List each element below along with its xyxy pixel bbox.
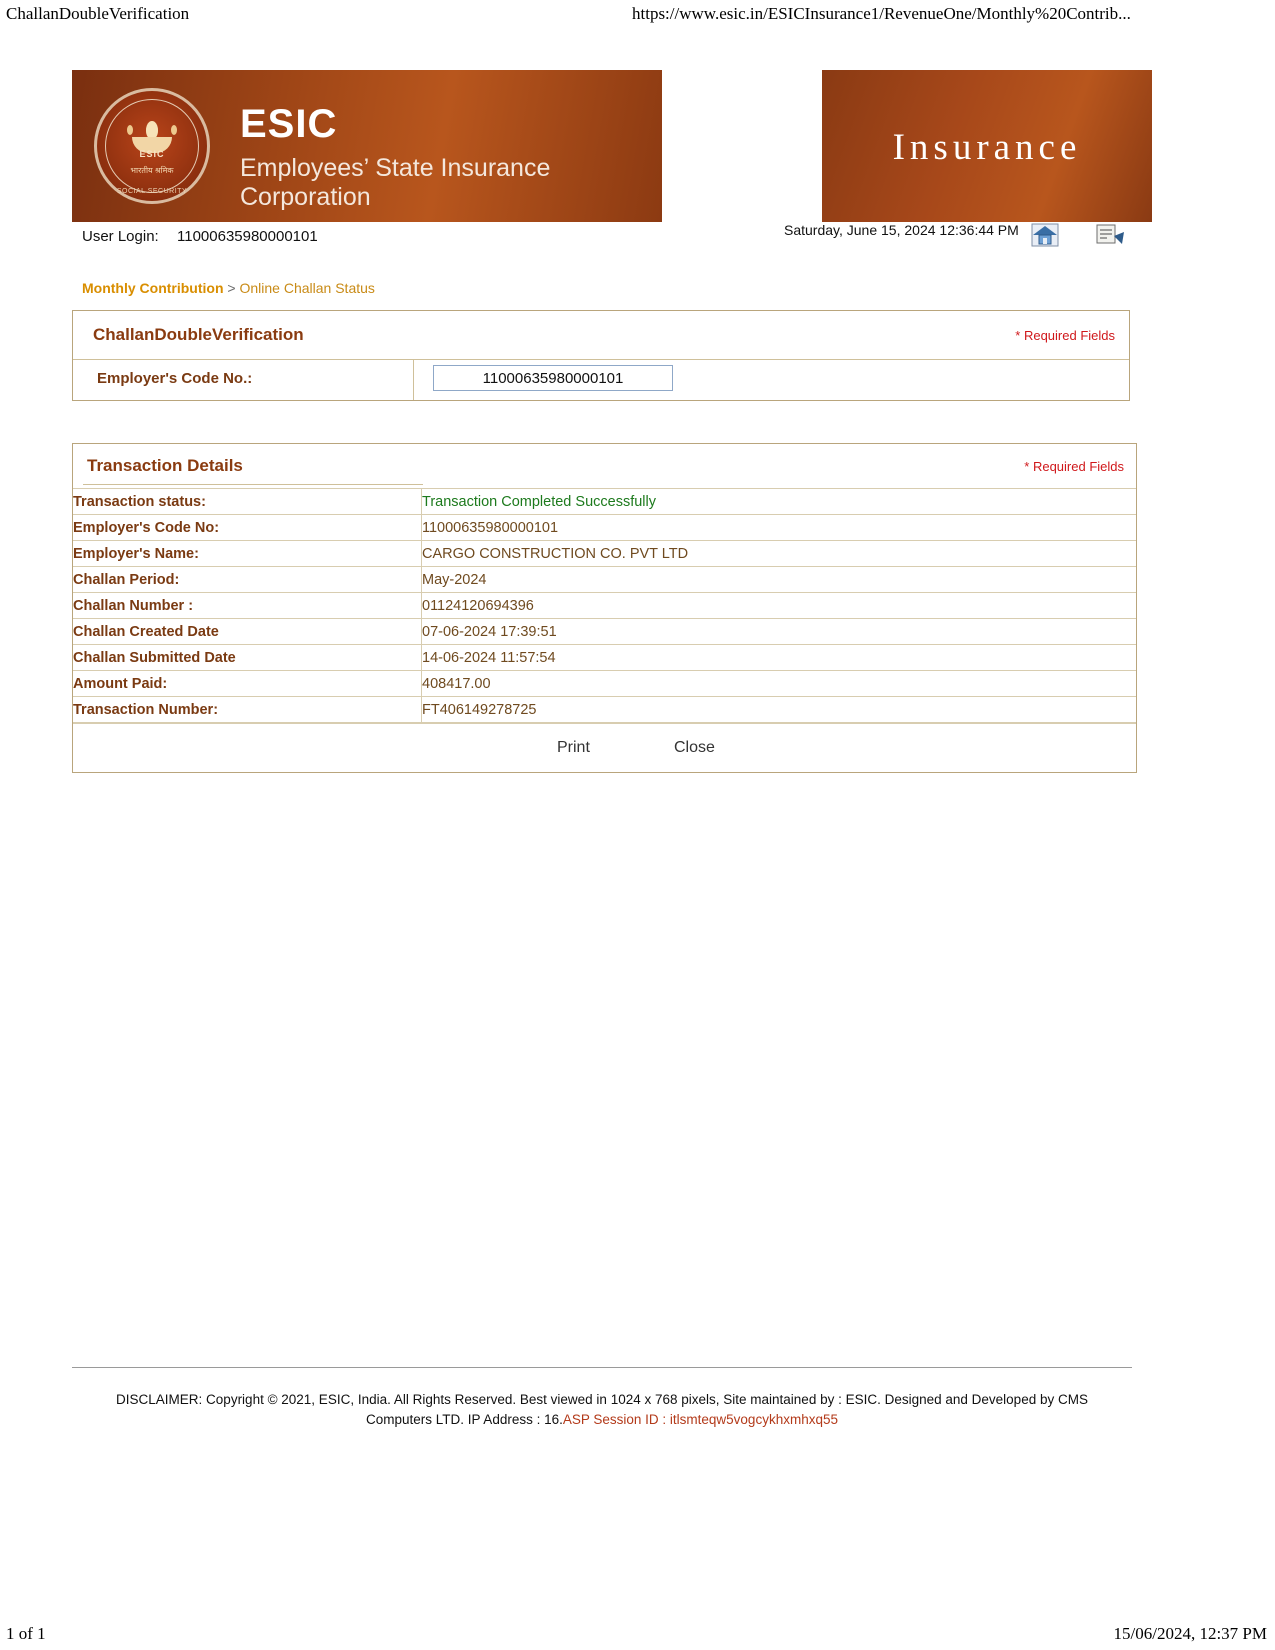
table-row bbox=[73, 697, 1136, 723]
table-row bbox=[73, 645, 1136, 671]
insurance-banner bbox=[822, 70, 1152, 222]
breadcrumb-root[interactable]: Monthly Contribution bbox=[82, 280, 224, 296]
row-label: Amount Paid: bbox=[73, 671, 422, 697]
insurance-banner-text: Insurance bbox=[892, 127, 1082, 168]
print-timestamp: 15/06/2024, 12:37 PM bbox=[1113, 1624, 1267, 1643]
asp-session-id: ASP Session ID : itlsmteqw5vogcykhxmhxq55 bbox=[562, 1412, 838, 1427]
table-row bbox=[73, 619, 1136, 645]
esic-banner bbox=[72, 70, 662, 222]
row-value: 14-06-2024 11:57:54 bbox=[422, 645, 1137, 671]
esic-logo-icon bbox=[94, 88, 210, 204]
home-icon[interactable] bbox=[1030, 222, 1060, 248]
row-value: Transaction Completed Successfully bbox=[422, 489, 1137, 515]
print-button[interactable]: Print bbox=[551, 738, 596, 758]
table-row bbox=[73, 541, 1136, 567]
esic-subtitle: Employees’ State Insurance Corporation bbox=[240, 154, 551, 211]
page-content bbox=[0, 56, 1275, 773]
disclaimer bbox=[72, 1390, 1132, 1430]
esic-logo-arc: SOCIAL SECURITY bbox=[116, 188, 188, 195]
esic-logo-tag: ESIC bbox=[139, 149, 165, 159]
panel-header bbox=[73, 311, 1129, 360]
transaction-details-title: Transaction Details bbox=[87, 456, 243, 475]
disclaimer-divider bbox=[72, 1367, 1132, 1368]
breadcrumb bbox=[82, 280, 1275, 296]
user-login-value: 11000635980000101 bbox=[177, 228, 318, 245]
table-row bbox=[73, 593, 1136, 619]
page-number: 1 of 1 bbox=[6, 1624, 46, 1643]
user-login-label: User Login: bbox=[82, 228, 159, 245]
challan-double-verification-panel bbox=[72, 310, 1130, 401]
row-value: FT406149278725 bbox=[422, 697, 1137, 723]
banner-row bbox=[72, 56, 1202, 216]
breadcrumb-separator: > bbox=[227, 280, 236, 296]
close-button[interactable]: Close bbox=[668, 738, 721, 758]
logout-icon[interactable] bbox=[1095, 222, 1125, 248]
row-value: 408417.00 bbox=[422, 671, 1137, 697]
row-value: 11000635980000101 bbox=[422, 515, 1137, 541]
breadcrumb-current: Online Challan Status bbox=[239, 280, 375, 296]
transaction-details-table bbox=[73, 488, 1136, 723]
row-divider bbox=[413, 360, 414, 400]
required-fields-note: * Required Fields bbox=[1024, 459, 1124, 474]
employer-code-input[interactable] bbox=[433, 365, 673, 391]
row-value: CARGO CONSTRUCTION CO. PVT LTD bbox=[422, 541, 1137, 567]
row-value: 01124120694396 bbox=[422, 593, 1137, 619]
employer-code-label: Employer's Code No.: bbox=[97, 370, 253, 387]
row-label: Challan Number : bbox=[73, 593, 422, 619]
user-bar bbox=[72, 216, 1202, 264]
disclaimer-line1: DISCLAIMER: Copyright © 2021, ESIC, India. All Rights Reserved. Best viewed in 1024 x 768 pixels, Site maintained by : ESIC. Designed and Developed by CMS bbox=[116, 1392, 1088, 1407]
employer-code-row bbox=[73, 360, 1129, 400]
row-label: Challan Created Date bbox=[73, 619, 422, 645]
required-fields-note: * Required Fields bbox=[1015, 328, 1115, 343]
panel-title: ChallanDoubleVerification bbox=[93, 325, 304, 344]
table-row bbox=[73, 515, 1136, 541]
row-label: Challan Submitted Date bbox=[73, 645, 422, 671]
print-header-url: https://www.esic.in/ESICInsurance1/RevenueOne/Monthly%20Contrib... bbox=[632, 4, 1131, 23]
row-label: Employer's Code No: bbox=[73, 515, 422, 541]
row-label: Transaction status: bbox=[73, 489, 422, 515]
esic-logo-hindi: भारतीय श्रमिक bbox=[130, 166, 174, 175]
table-row bbox=[73, 671, 1136, 697]
title-underline bbox=[83, 484, 423, 485]
row-value: May-2024 bbox=[422, 567, 1137, 593]
transaction-details-panel bbox=[72, 443, 1137, 773]
esic-title: ESIC bbox=[240, 102, 338, 146]
row-label: Challan Period: bbox=[73, 567, 422, 593]
table-row bbox=[73, 567, 1136, 593]
current-datetime: Saturday, June 15, 2024 12:36:44 PM bbox=[784, 222, 1019, 238]
transaction-details-header bbox=[73, 444, 1136, 488]
transaction-actions bbox=[73, 723, 1136, 772]
row-label: Employer's Name: bbox=[73, 541, 422, 567]
print-header-title: ChallanDoubleVerification bbox=[6, 4, 190, 23]
disclaimer-line2: Computers LTD. IP Address : 16. bbox=[366, 1412, 563, 1427]
row-value: 07-06-2024 17:39:51 bbox=[422, 619, 1137, 645]
row-label: Transaction Number: bbox=[73, 697, 422, 723]
table-row bbox=[73, 489, 1136, 515]
